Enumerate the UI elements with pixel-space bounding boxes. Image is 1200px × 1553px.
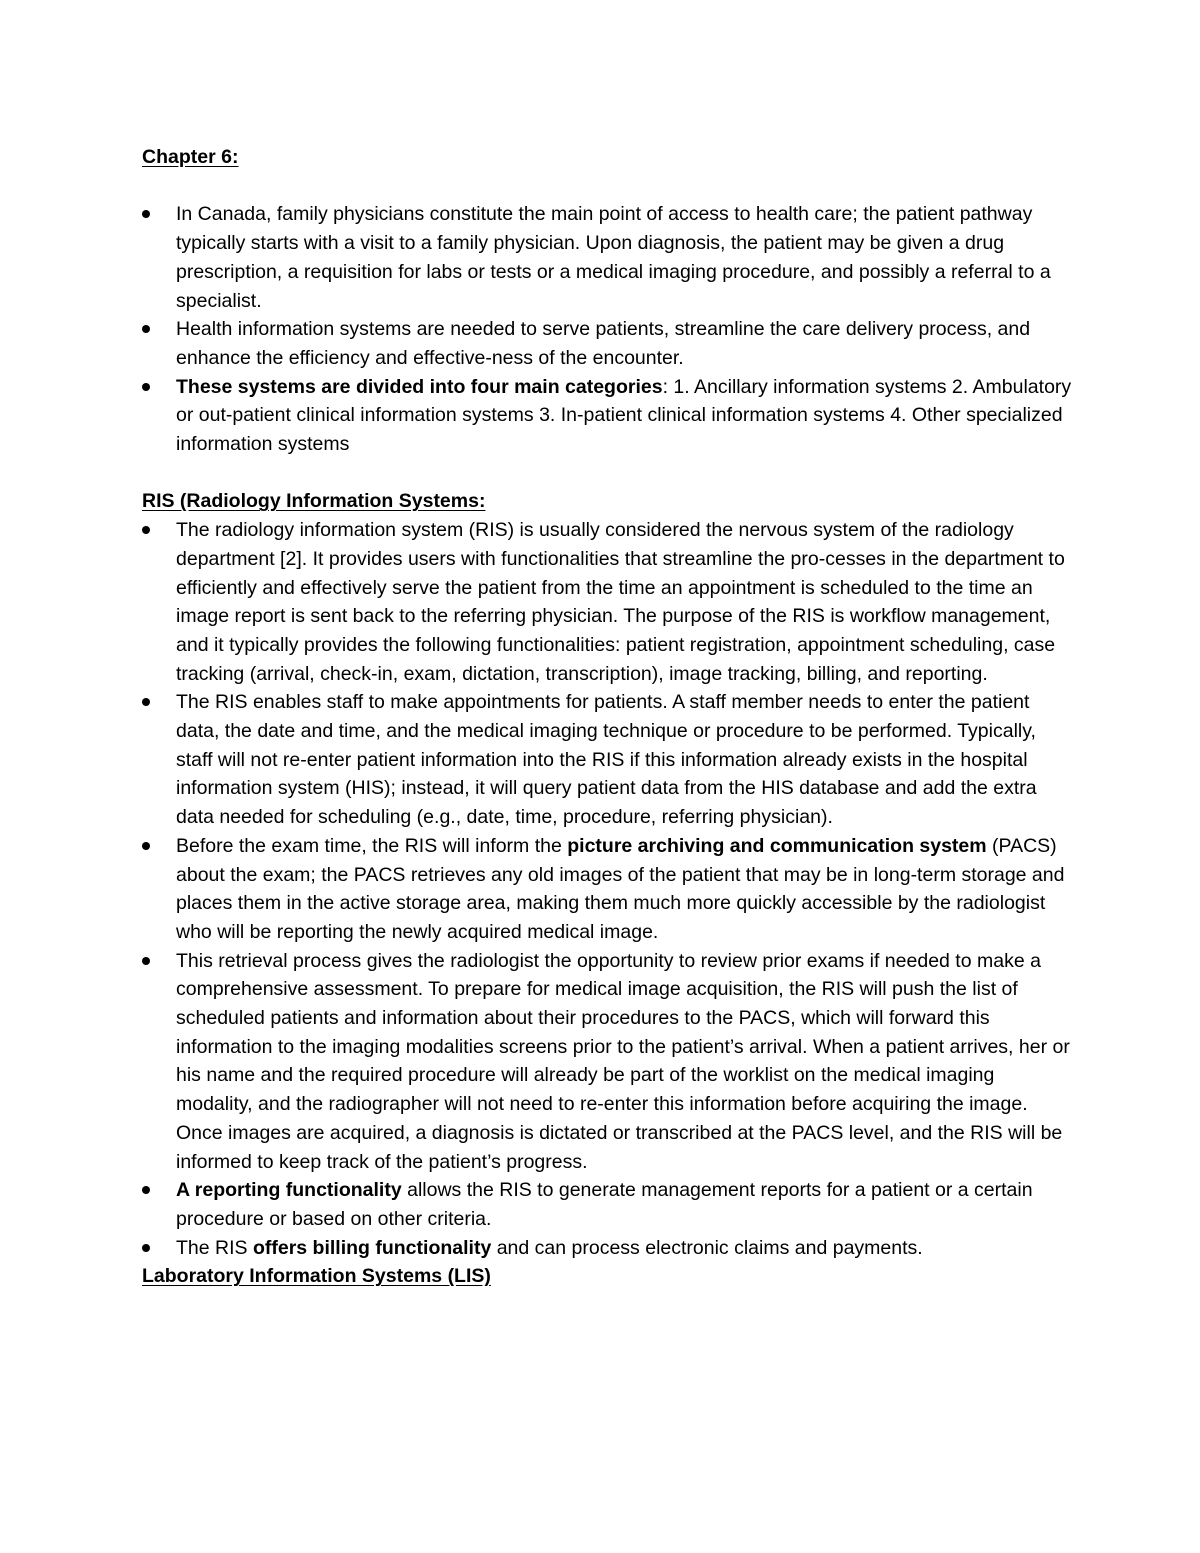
bullet-text-pre: Before the exam time, the RIS will inform the xyxy=(176,834,568,857)
list-item xyxy=(142,315,1072,372)
bullet-icon xyxy=(142,383,150,391)
bullet-icon xyxy=(142,210,150,218)
bullet-icon xyxy=(142,842,150,850)
bullet-text: In Canada, family physicians constitute the main point of access to health care; the patient pathway typically starts with a visit to a family physician. Upon diagnosis, the patient may be given a drug prescription, a requisition for labs or tests or a medical imaging procedure, and possibly a referral to a specialist. xyxy=(176,203,1051,312)
bullet-text-pre: The RIS xyxy=(176,1236,253,1259)
lis-heading: Laboratory Information Systems (LIS) xyxy=(142,1265,491,1288)
list-item xyxy=(142,373,1072,459)
bullet-text: The RIS enables staff to make appointments for patients. A staff member needs to enter the patient data, the date and time, and the medical imaging technique or procedure to be performed. Typically, staff will not re-enter patient information into the RIS if this information already exists in the hospital information system (HIS); instead, it will query patient data from the HIS database and add the extra data needed for scheduling (e.g., date, time, procedure, referring physician). xyxy=(176,691,1037,829)
list-item xyxy=(142,947,1072,1177)
list-item xyxy=(142,832,1072,947)
blank-line xyxy=(142,172,1072,201)
bullet-text: Health information systems are needed to serve patients, streamline the care delivery process, and enhance the efficiency and effective-ness of the encounter. xyxy=(176,318,1031,369)
bullet-text: The radiology information system (RIS) is usually considered the nervous system of the radiology department [2]. It provides users with functionalities that streamline the pro-cesses in the department to efficiently and effectively serve the patient from the time an appointment is scheduled to the time an image report is sent back to the referring physician. The purpose of the RIS is workflow management, and it typically provides the following functionalities: patient registration, appointment scheduling, case tracking (arrival, check-in, exam, dictation, transcription), image tracking, billing, and reporting. xyxy=(176,519,1065,685)
bullet-text: This retrieval process gives the radiologist the opportunity to review prior exams if needed to make a comprehensive assessment. To prepare for medical image acquisition, the RIS will push the list of scheduled patients and information about their procedures to the PACS, which will forward this information to the imaging modalities screens prior to the patient’s arrival. When a patient arrives, her or his name and the required procedure will already be part of the worklist on the medical imaging modality, and the radiographer will not need to re-enter this information before acquiring the image. Once images are acquired, a diagnosis is dictated or transcribed at the PACS level, and the RIS will be informed to keep track of the patient’s progress. xyxy=(176,949,1070,1173)
list-item xyxy=(142,516,1072,688)
list-item xyxy=(142,200,1072,315)
chapter-bullet-list xyxy=(142,200,1072,458)
bullet-bold-term: offers billing functionality xyxy=(252,1236,492,1259)
list-item xyxy=(142,1234,1072,1263)
bullet-text-post: and can process electronic claims and payments. xyxy=(491,1236,923,1259)
bullet-text: allows the RIS to generate management reports for a patient or a certain procedure or based on other criteria. xyxy=(176,1179,1033,1230)
blank-line xyxy=(142,459,1072,488)
bullet-icon xyxy=(142,325,150,333)
bullet-icon xyxy=(142,1244,150,1252)
document-body xyxy=(142,143,1072,1291)
bullet-icon xyxy=(142,1186,150,1194)
bullet-bold-term: picture archiving and communication system xyxy=(567,834,987,857)
bullet-icon xyxy=(142,526,150,534)
ris-heading: RIS (Radiology Information Systems: xyxy=(142,490,486,513)
bullet-bold-lead: These systems are divided into four main categories xyxy=(176,375,663,398)
list-item xyxy=(142,688,1072,832)
ris-bullet-list xyxy=(142,516,1072,1262)
bullet-text: : 1. Ancillary information systems 2. Ambulatory or out-patient clinical information systems 3. In-patient clinical information systems 4. Other specialized information systems xyxy=(176,375,1072,456)
bullet-icon xyxy=(142,957,150,965)
bullet-text-post: (PACS) about the exam; the PACS retrieves any old images of the patient that may be in long-term storage and places them in the active storage area, making them much more quickly accessible by the radiologist who will be reporting the newly acquired medical image. xyxy=(176,834,1065,943)
list-item xyxy=(142,1176,1072,1233)
chapter-heading: Chapter 6: xyxy=(142,146,239,168)
bullet-icon xyxy=(142,698,150,706)
bullet-bold-lead: A reporting functionality xyxy=(176,1179,402,1202)
